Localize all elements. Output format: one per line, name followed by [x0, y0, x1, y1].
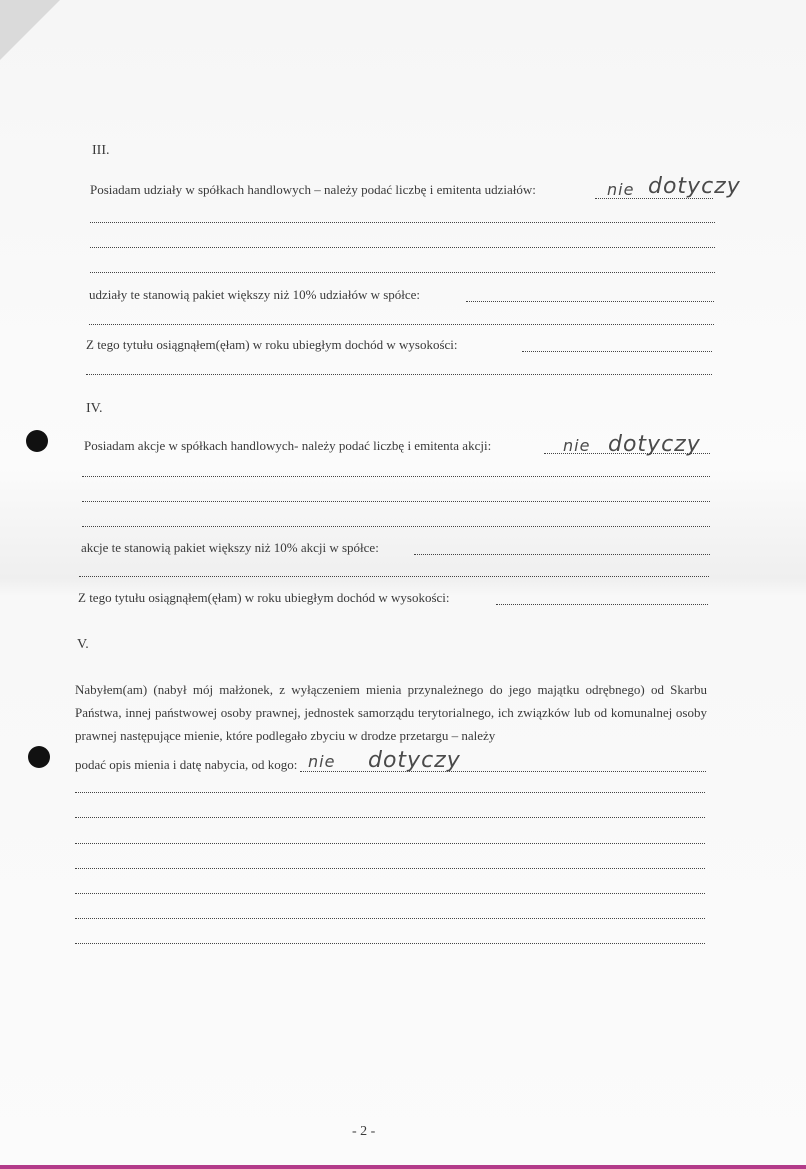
dotted-line	[75, 868, 705, 869]
section-iv-numeral: IV.	[86, 401, 103, 416]
handwritten-answer: dotyczy	[648, 174, 741, 199]
dotted-line	[82, 526, 710, 527]
dotted-line	[86, 374, 712, 375]
section-iv-shares-label: Posiadam akcje w spółkach handlowych- należy podać liczbę i emitenta akcji:	[84, 438, 492, 453]
section-iv-packet-label: akcje te stanowią pakiet większy niż 10% akcji w spółce:	[81, 540, 379, 555]
handwritten-answer: nie	[607, 180, 635, 199]
scan-edge	[0, 1165, 806, 1169]
section-v-numeral: V.	[77, 637, 89, 652]
dotted-line	[75, 843, 705, 844]
dotted-line	[75, 918, 705, 919]
punch-hole-top	[26, 430, 48, 452]
dotted-line	[522, 351, 712, 352]
dotted-line	[75, 943, 705, 944]
page-number: - 2 -	[352, 1124, 376, 1139]
dotted-line	[75, 817, 705, 818]
punch-hole-bottom	[28, 746, 50, 768]
dotted-line	[90, 222, 715, 223]
dotted-line	[414, 554, 710, 555]
section-iii-income-label: Z tego tytułu osiągnąłem(ęłam) w roku ubiegłym dochód w wysokości:	[86, 337, 458, 352]
section-iii-packet-label: udziały te stanowią pakiet większy niż 10% udziałów w spółce:	[89, 287, 421, 302]
dotted-line	[496, 604, 708, 605]
dotted-line	[466, 301, 714, 302]
handwritten-answer: dotyczy	[368, 748, 461, 773]
dotted-line	[300, 771, 706, 772]
handwritten-answer: nie	[563, 436, 591, 455]
dotted-line	[75, 893, 705, 894]
section-v-paragraph: Nabyłem(am) (nabył mój małżonek, z wyłączeniem mienia przynależnego do jego majątku odrębnego) od Skarbu Państwa, innej państwowej osoby prawnej, jednostek samorządu terytorialnego, ich związków lub od komunalnej osoby prawnej następujące mienie, które podlegało zbyciu w drodze przetargu – należy	[75, 682, 707, 743]
handwritten-answer: dotyczy	[608, 432, 701, 457]
dotted-line	[82, 501, 710, 502]
section-iii-numeral: III.	[92, 143, 110, 158]
section-v-last-line: podać opis mienia i datę nabycia, od kogo:	[75, 757, 298, 772]
handwritten-answer: nie	[308, 752, 336, 771]
dotted-line	[90, 247, 715, 248]
folded-corner	[0, 0, 60, 60]
dotted-line	[79, 576, 709, 577]
section-iv-income-label: Z tego tytułu osiągnąłem(ęłam) w roku ubiegłym dochód w wysokości:	[78, 590, 450, 605]
section-iii-shares-label: Posiadam udziały w spółkach handlowych – należy podać liczbę i emitenta udziałów:	[90, 182, 536, 197]
dotted-line	[89, 324, 714, 325]
dotted-line	[82, 476, 710, 477]
dotted-line	[90, 272, 715, 273]
dotted-line	[75, 792, 705, 793]
